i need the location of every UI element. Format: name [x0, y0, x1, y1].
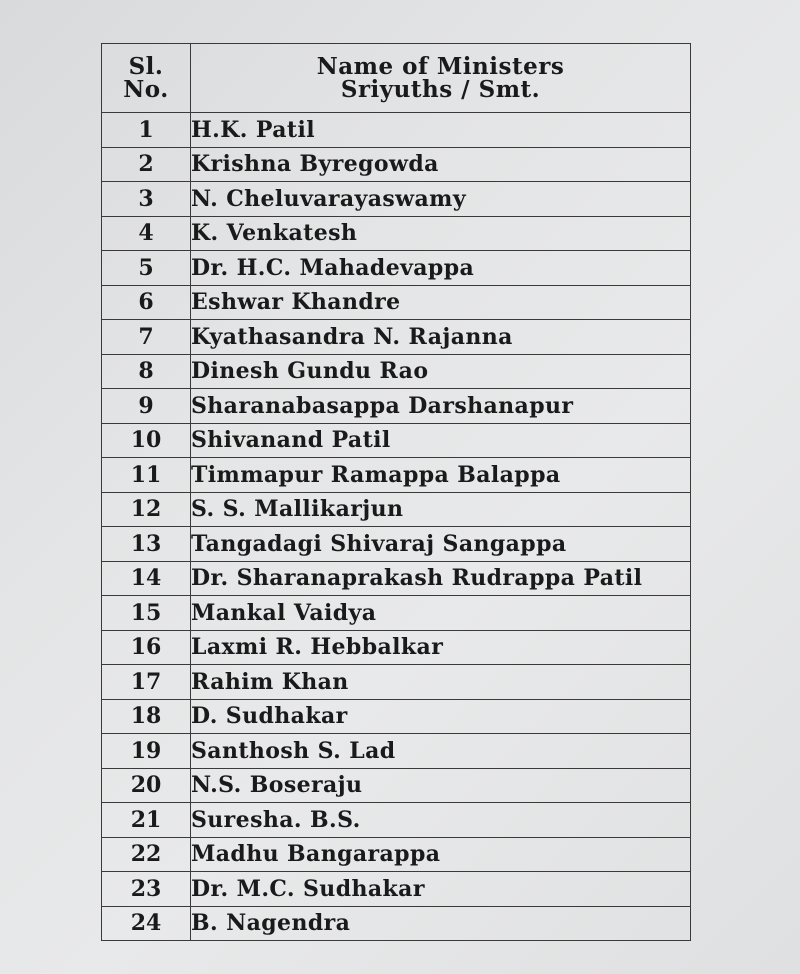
minister-name-cell: Laxmi R. Hebbalkar [191, 630, 691, 665]
serial-number-cell: 18 [102, 699, 191, 734]
serial-number-cell: 7 [102, 320, 191, 355]
serial-number-cell: 2 [102, 147, 191, 182]
minister-name-cell: Sharanabasappa Darshanapur [191, 389, 691, 424]
serial-number-cell: 1 [102, 113, 191, 148]
name-header-line-2: Sriyuths / Smt. [340, 76, 541, 103]
minister-name-cell: Dr. Sharanaprakash Rudrappa Patil [191, 561, 691, 596]
table-row [102, 354, 691, 389]
minister-name-cell: H.K. Patil [191, 113, 691, 148]
table-row [102, 699, 691, 734]
serial-number-cell: 21 [102, 803, 191, 838]
ministers-table [101, 43, 691, 941]
table-row [102, 872, 691, 907]
serial-number-header [102, 44, 191, 113]
serial-number-cell: 11 [102, 458, 191, 493]
minister-name-cell: Timmapur Ramappa Balappa [191, 458, 691, 493]
minister-name-cell: Madhu Bangarappa [191, 837, 691, 872]
serial-header-line-2: No. [123, 76, 169, 103]
serial-number-cell: 16 [102, 630, 191, 665]
table-row [102, 182, 691, 217]
minister-name-cell: Kyathasandra N. Rajanna [191, 320, 691, 355]
table-row [102, 665, 691, 700]
table-row [102, 596, 691, 631]
table-row [102, 320, 691, 355]
minister-name-cell: Santhosh S. Lad [191, 734, 691, 769]
table-row [102, 216, 691, 251]
table-row [102, 113, 691, 148]
name-header-line-1: Name of Ministers [316, 53, 565, 80]
serial-number-cell: 14 [102, 561, 191, 596]
serial-number-cell: 20 [102, 768, 191, 803]
minister-name-cell: Rahim Khan [191, 665, 691, 700]
minister-name-cell: Eshwar Khandre [191, 285, 691, 320]
serial-header-line-1: Sl. [128, 53, 164, 80]
serial-number-cell: 9 [102, 389, 191, 424]
minister-name-cell: Dr. M.C. Sudhakar [191, 872, 691, 907]
table-row [102, 734, 691, 769]
serial-number-cell: 23 [102, 872, 191, 907]
table-row [102, 147, 691, 182]
minister-name-cell: Tangadagi Shivaraj Sangappa [191, 527, 691, 562]
serial-number-cell: 22 [102, 837, 191, 872]
minister-name-cell: Suresha. B.S. [191, 803, 691, 838]
table-row [102, 423, 691, 458]
table-row [102, 837, 691, 872]
serial-number-cell: 12 [102, 492, 191, 527]
minister-name-cell: B. Nagendra [191, 906, 691, 941]
table-header-row [102, 44, 691, 113]
minister-name-cell: D. Sudhakar [191, 699, 691, 734]
table-row [102, 803, 691, 838]
serial-number-cell: 5 [102, 251, 191, 286]
table-body [102, 113, 691, 941]
serial-number-cell: 24 [102, 906, 191, 941]
table-row [102, 630, 691, 665]
serial-number-cell: 8 [102, 354, 191, 389]
serial-number-cell: 13 [102, 527, 191, 562]
minister-name-cell: Dr. H.C. Mahadevappa [191, 251, 691, 286]
minister-name-cell: Krishna Byregowda [191, 147, 691, 182]
minister-name-cell: K. Venkatesh [191, 216, 691, 251]
table-row [102, 768, 691, 803]
minister-name-cell: Mankal Vaidya [191, 596, 691, 631]
table-row [102, 251, 691, 286]
minister-name-cell: N. Cheluvarayaswamy [191, 182, 691, 217]
serial-number-cell: 17 [102, 665, 191, 700]
table-row [102, 906, 691, 941]
serial-number-cell: 4 [102, 216, 191, 251]
table-row [102, 285, 691, 320]
table-row [102, 561, 691, 596]
table-row [102, 458, 691, 493]
serial-number-cell: 19 [102, 734, 191, 769]
table-row [102, 527, 691, 562]
minister-name-cell: Dinesh Gundu Rao [191, 354, 691, 389]
serial-number-cell: 6 [102, 285, 191, 320]
serial-number-cell: 15 [102, 596, 191, 631]
minister-name-header [191, 44, 691, 113]
minister-name-cell: N.S. Boseraju [191, 768, 691, 803]
minister-name-cell: Shivanand Patil [191, 423, 691, 458]
table-row [102, 492, 691, 527]
serial-number-cell: 10 [102, 423, 191, 458]
minister-name-cell: S. S. Mallikarjun [191, 492, 691, 527]
table-row [102, 389, 691, 424]
serial-number-cell: 3 [102, 182, 191, 217]
